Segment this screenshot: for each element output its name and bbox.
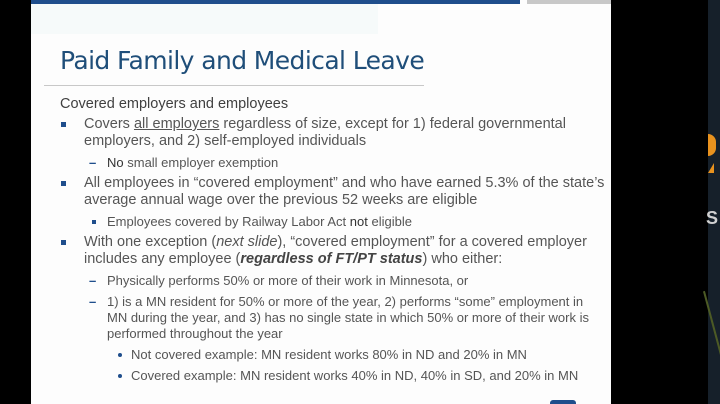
square-bullet-icon	[61, 122, 66, 127]
small-square-bullet-icon	[92, 220, 96, 224]
dash-bullet-icon: –	[89, 294, 97, 309]
slide-content	[60, 96, 605, 384]
bullet-covered-employers: Covers all employers regardless of size, except for 1) federal governmental employers, and 2) self-employed individuals	[60, 116, 605, 150]
slide-header-band	[31, 4, 378, 34]
slide-title: Paid Family and Medical Leave	[60, 46, 425, 75]
example-not-covered: Not covered example: MN resident works 80% in ND and 20% in MN	[60, 347, 605, 363]
decorative-stroke	[703, 291, 720, 359]
square-bullet-icon	[61, 181, 66, 186]
underlined-all-employers: all employers	[133, 116, 220, 132]
orange-logo-triangle-icon	[708, 163, 714, 173]
section-subheading: Covered employers and employees	[60, 96, 289, 112]
sub-bullet-physically-performs: – Physically performs 50% or more of their work in Minnesota, or	[89, 273, 469, 288]
square-bullet-icon	[61, 240, 66, 245]
bullet-eligible-employees: All employees in “covered employment” and who have earned 5.3% of the state’s average annual wage over the previous 52 weeks are eligible	[60, 175, 605, 209]
sub-bullet-no-exemption: – No small employer exemption	[89, 155, 279, 170]
dash-bullet-icon: –	[89, 273, 97, 288]
background-video-panel	[708, 0, 720, 404]
example-covered: Covered example: MN resident works 40% in ND, 40% in SD, and 20% in MN	[60, 368, 605, 384]
partial-background-text: S	[706, 208, 719, 228]
dash-bullet-icon: –	[89, 155, 97, 170]
presentation-slide	[31, 0, 611, 404]
sub-bullet-railway-labor-act: Employees covered by Railway Labor Act not eligible	[60, 214, 605, 230]
sub-bullet-mn-resident: – 1) is a MN resident for 50% or more of the year, 2) performs “some” employment in MN during the year, and 3) has no single state in which 50% or more of their work is performed throughout the year	[89, 294, 589, 341]
round-bullet-icon	[118, 374, 122, 378]
orange-logo-shape-icon	[708, 134, 716, 156]
round-bullet-icon	[118, 353, 122, 357]
slide-top-gray-bar	[527, 0, 611, 4]
slide-nav-button[interactable]	[550, 400, 576, 404]
bullet-covered-employment: With one exception (next slide), “covered employment” for a covered employer includes any employee (regardless of FT/PT status) who either:	[60, 234, 605, 268]
title-divider	[44, 85, 424, 86]
